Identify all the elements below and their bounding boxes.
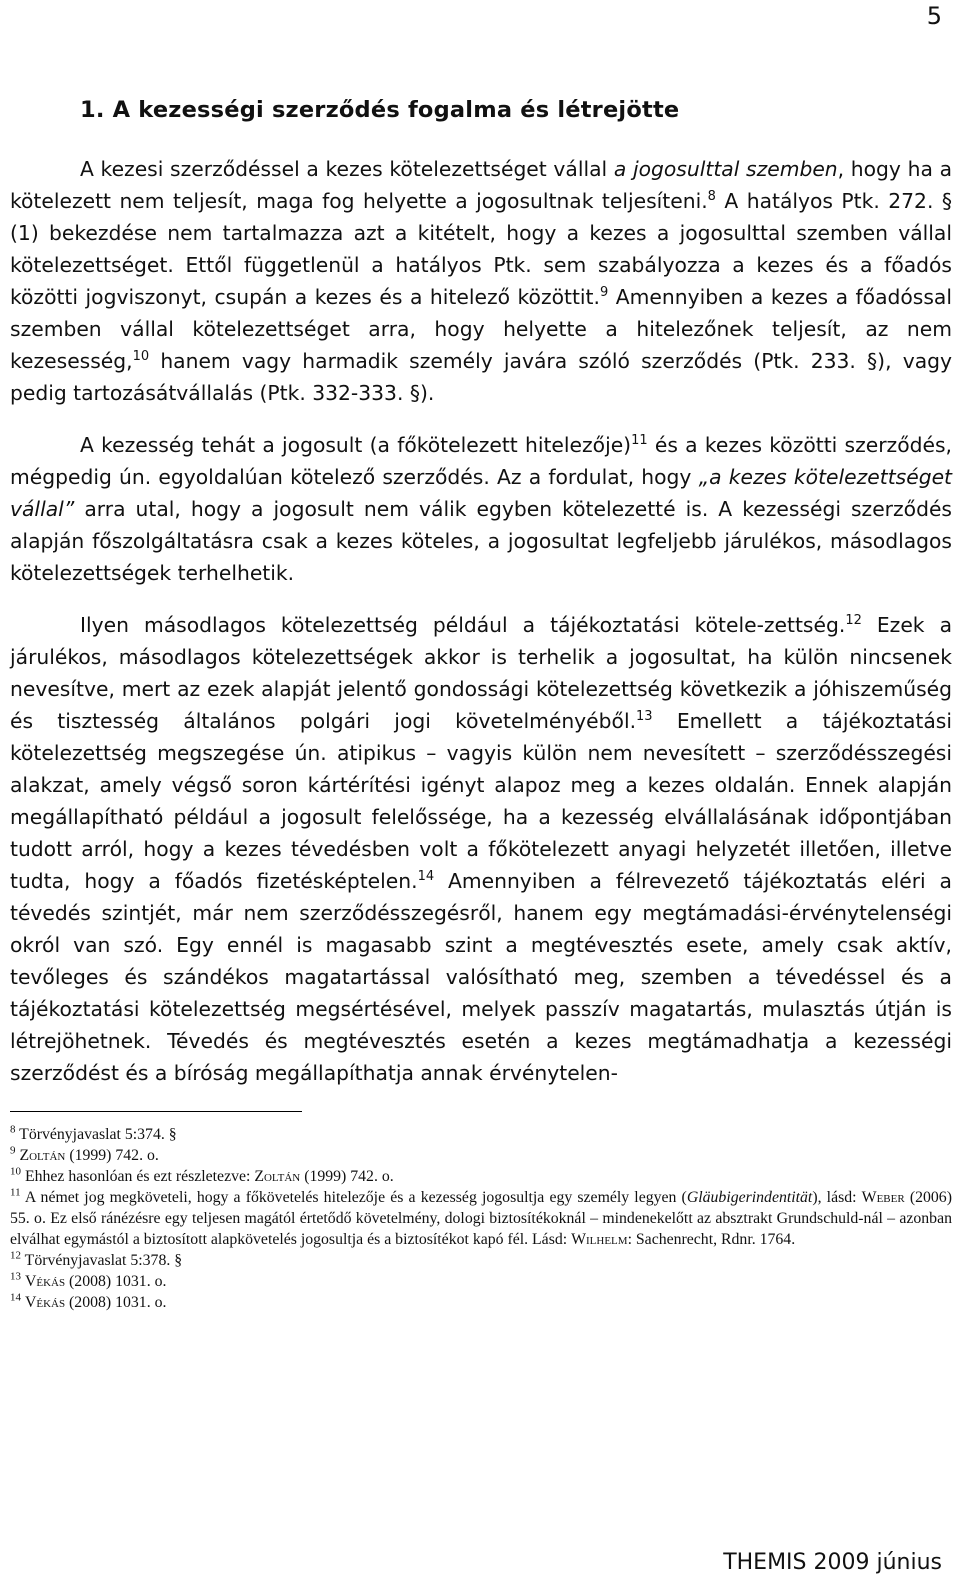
footnote-text: : Sachenrecht, Rdnr. 1764. <box>627 1231 796 1248</box>
paragraph-3 <box>10 609 952 1089</box>
footnote-ref[interactable]: 13 <box>636 709 653 725</box>
footnotes <box>10 1124 952 1313</box>
footnote-9 <box>10 1145 952 1166</box>
text: Ezek a járulékos, másodlagos kötelezettségek akkor is terhelik a jogosultat, ha külön nincsenek nevesítve, mert az ezek alapját jelentő gondossági kötelezettség következik a jóhiszeműség és tisztesség általános polgári jogi követelményéből. <box>10 613 952 733</box>
text: Emellett a tájékoztatási kötelezettség megszegése ún. atipikus – vagyis külön nem nevesített – szerződésszegési alakzat, amely végső soron kártérítési igényt alapoz meg a kezes oldalán. Ennek alapján megállapítható például a jogosult felelőssége, ha a kezesség elvállalásának időpontjában tudott arról, hogy a kezes tévedésben volt a főkötelezett anyagi helyzetét illetően, illetve tudta, hogy a főadós fizetésképtelen. <box>10 709 953 893</box>
text: és a kezes közötti szerződés, mégpedig ún. egyoldalúan kötelező szerződés. Az a fordulat, hogy <box>10 433 952 489</box>
author-name: Vékás <box>24 1294 66 1311</box>
text: A hatályos Ptk. 272. § (1) bekezdése nem tartalmazza azt a kitételt, hogy a kezes a jogosulttal szemben vállal kötelezettséget. Ettől függetlenül a hatályos Ptk. sem szabályozza a kezes és a főadós közötti jogviszonyt, csupán a kezes és a hitelező közöttit. <box>10 189 952 309</box>
footnote-number: 10 <box>10 1165 21 1178</box>
emphasis: „a kezes kötelezettséget vállal” <box>10 465 952 521</box>
author-name: Vékás <box>24 1273 66 1290</box>
footnote-ref[interactable]: 8 <box>707 189 716 205</box>
footnote-text: A német jog megköveteli, hogy a főkövetelés hitelezője és a kezesség jogosultja egy személy legyen ( <box>20 1189 687 1206</box>
paragraph-1 <box>10 153 952 409</box>
footnote-number: 11 <box>10 1186 21 1199</box>
text: arra utal, hogy a jogosult nem válik egyben kötelezetté is. A kezességi szerződés alapján főszolgáltatásra csak a kezes köteles, a jogosultat legfeljebb járulékos, másodlagos kötelezettségek terhelhetik. <box>10 497 952 585</box>
footnote-11 <box>10 1187 952 1250</box>
text: A kezesség tehát a jogosult (a főkötelezett hitelezője) <box>80 433 632 457</box>
footnote-text: (2006) 55. o. Ez első ránézésre egy teljesen magától értetődő követelmény, dologi biztosítékoknál – mindenekelőtt az absztrakt Grundschuld-nál – azonban elválhat egymástól a biztosított alapkövetelés jogosultja és a biztosítékot kapó fél. Lásd: <box>10 1189 952 1248</box>
footnote-text: ), lásd: <box>812 1189 862 1206</box>
document-page <box>10 0 952 1313</box>
footnote-number: 12 <box>10 1249 21 1262</box>
page-number: 5 <box>926 2 942 30</box>
footnote-text: (2008) 1031. o. <box>65 1273 167 1290</box>
footnote-separator <box>10 1111 302 1112</box>
paragraph-2 <box>10 429 952 589</box>
footnote-ref[interactable]: 9 <box>599 285 609 301</box>
author-name: Wilhelm <box>571 1231 628 1248</box>
author-name: Weber <box>861 1189 905 1206</box>
footnote-ref[interactable]: 14 <box>417 869 435 885</box>
section-heading: 1. A kezességi szerződés fogalma és létrejötte <box>80 97 680 123</box>
footnote-12 <box>10 1250 952 1271</box>
text: Ilyen másodlagos kötelezettség például a tájékoztatási kötele-zettség. <box>80 613 846 637</box>
footnote-text: Törvényjavaslat 5:378. § <box>21 1252 183 1269</box>
author-name: Zoltán <box>19 1147 66 1164</box>
text: A kezesi szerződéssel a kezes kötelezettséget vállal <box>80 157 614 181</box>
footnote-14 <box>10 1292 952 1313</box>
text: Amennyiben a kezes a főadóssal szemben vállal kötelezettséget arra, hogy helyette a hitelezőnek teljesít, az nem kezesesség, <box>10 285 952 373</box>
footnote-ref[interactable]: 12 <box>845 613 862 629</box>
footnote-text: (2008) 1031. o. <box>65 1294 167 1311</box>
footnote-number: 13 <box>10 1270 21 1283</box>
text: Amennyiben a félrevezető tájékoztatás eléri a tévedés szintjét, már nem szerződésszegésről, hanem egy megtámadási-érvénytelenségi okról van szó. Egy ennél is magasabb szint a megtévesztés esete, amely csak aktív, tevőleges és szándékos magatartással valósítható meg, szemben a tévedéssel és a tájékoztatási kötelezettség megsértésével, melyek passzív magatartás, mulasztás útján is létrejöhetnek. Tévedés és megtévesztés esetén a kezes megtámadhatja a kezességi szerződést és a bíróság megállapíthatja annak érvénytelen- <box>10 869 952 1085</box>
footnote-text: Ehhez hasonlóan és ezt részletezve: <box>21 1168 255 1185</box>
footnote-ref[interactable]: 11 <box>631 433 648 449</box>
author-name: Zoltán <box>254 1168 301 1185</box>
footnote-ref[interactable]: 10 <box>132 349 150 365</box>
footnote-number: 14 <box>10 1291 21 1304</box>
emphasis: Gläubigerindentität <box>686 1189 813 1206</box>
footnote-8 <box>10 1124 952 1145</box>
text: , hogy ha a kötelezett nem teljesít, maga fog helyette a jogosultnak teljesíteni. <box>10 157 953 213</box>
footnote-number: 8 <box>10 1123 16 1136</box>
footnote-text: Törvényjavaslat 5:374. § <box>15 1126 177 1143</box>
footnote-13 <box>10 1271 952 1292</box>
emphasis: a jogosulttal szemben <box>613 157 838 181</box>
footnote-text: (1999) 742. o. <box>300 1168 394 1185</box>
text: hanem vagy harmadik személy javára szóló szerződés (Ptk. 233. §), vagy pedig tartozásátvállalás (Ptk. 332-333. §). <box>10 349 952 405</box>
journal-footer: THEMIS 2009 június <box>723 1550 942 1575</box>
footnote-10 <box>10 1166 952 1187</box>
footnote-number: 9 <box>10 1144 16 1157</box>
footnote-text: (1999) 742. o. <box>65 1147 159 1164</box>
